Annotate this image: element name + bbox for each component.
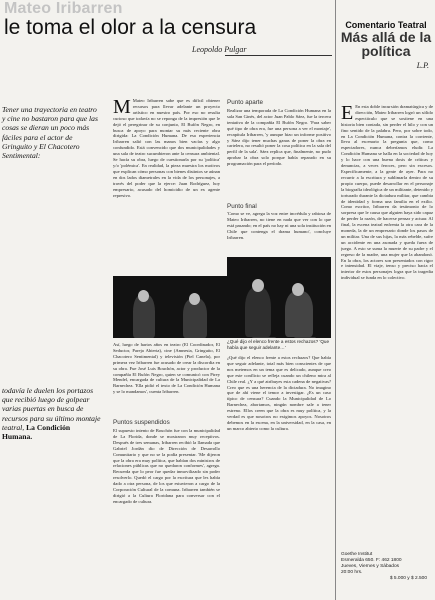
byline-rule	[225, 55, 332, 56]
show-info	[341, 552, 433, 582]
pull-quote-2-title: La Condición Humana.	[2, 422, 71, 442]
venue-address: Esmeralda 650. F: 462 1800	[341, 558, 402, 563]
drop-cap: M	[113, 98, 131, 118]
byline: Leopoldo Pulgar	[192, 45, 247, 54]
actor-face	[189, 293, 200, 305]
sidebar-author: L.P.	[416, 61, 429, 70]
review-drop-cap: E	[341, 104, 354, 124]
ticket-price: $ 5.000 y $ 2.500	[389, 576, 427, 581]
column-divider	[335, 0, 336, 600]
review-body-text: En esta doble incursión dramatúrgica y de dirección, Mateo Iribarren logró un sólido espectáculo que se sostiene en una historia bien contada, sin perder el hilo y con un fino sentido de la palabra. Pero, por sobre todo, en La Condición Humana, contra la corriente, lleva al escenario la pregunta que, como espectadores, nunca deberíamos eludir. La Condición Humana se halla en la sociedad de hoy y lo hace con una buena dosis de críticas y denuncias, a veces feroces, pero sin excesos. Específicamente, a la gente de ayer. Para no recurrir a la escritura y sublimarla dentro de su propio cuerpo, puede desarrollar en el personaje la biografía ideológica de un militante, detenido y torturado durante la dictadura militar, que cambia de identidad y forma una familia en el exilio. Como escritor, Iribarren da testimonio de lo sorpresa que le causa que alguien haya sido capaz de perder la razón, de hacerse pensar y actuar. Al final, la escena teatral enfrenta la otra cara de la moneda, la de un empresario donde los pasos de un militar. Una de sus hijas, la más rebelde, sufre un accidente en una asonada y queda fuera de juego. A esto se suma la muerte de su padre y el regreso de la madre, una mujer que la abandonó. En la obra, los actores son presentados con rigor e intensidad. El viaje, tenso y preciso hacia el interior de estos personajes logra que la tragedia individual se funda en lo colectivo.	[341, 104, 433, 281]
actor-face	[252, 279, 264, 292]
sidebar-title-line1: Más allá de la	[340, 29, 432, 45]
photo-caption: ¿Qué dijo el elenco frente a estos rechazos? 'Que había que seguir adelante…'	[227, 339, 329, 350]
sidebar-title-line2: política	[361, 43, 411, 59]
article-headline: le toma el olor a la censura	[4, 16, 257, 39]
article-column-a-text: Mateo Iribarren sabe que es difícil obtener recursos para llevar adelante un proyecto artístico en nuestro país. Por eso no resulta curioso que todavía no se reponga de la impresión que le dejó el peregrinar de su conjunto, El Bufón Negro, en busca de apoyo para montar su más reciente obra dirigida: La Condición Humana. De esa experiencia Iribarren salió con las manos bien vacías y algo confundido. Está convencido que dos municipalidades y una sala de teatro sucumbieron ante la censura ambiental. Se hacía su obra, luego de cuestionarla por su 'política' y/o 'polémica'. En realidad, la pieza muestra los motivos que explican cómo personas con bienes distintos se aúnan en dos lados diametrales en la vida de los personajes, a través del poder que la ejerce: Juan Rodríguez, hoy empresario, acusado del homicidio de un ex agente represivo.	[113, 98, 220, 198]
article-column-d: Realizar una temporada de La Condición Humana en la sala San Ginés, del actor Juan Pablo Sáez, fue la tercera tentativa de la compañía El Bufón Negro. 'Para saber qué tipo de obra era, fue una persona a ver el montaje', recapitula Iribarren, 'y aunque hizo un informe positivo y Sáez dijo tener muchas ganas de poner la obra en cartelera, no resultó poner la cosa política en la sala del perfil de la sala'. Sáez replica que, finalmente, no pudo aprobar la obra solo porque había reparado en su programación para el período.	[227, 108, 331, 167]
actor-face	[138, 290, 149, 302]
article-column-a	[113, 98, 220, 271]
pull-quote-1: Tener una trayectoria en teatro y cine no bastaron para que las cosas se dieran un poco más fáciles para el actor de Gringuito y El Chacotero Sentimental:	[2, 105, 98, 161]
show-days: Jueves, Viernes y Sábados	[341, 564, 400, 569]
venue-name: Goethe Institut	[341, 552, 373, 557]
article-kicker: Mateo Iribarren	[4, 0, 123, 17]
subhead-punto-aparte: Punto aparte	[227, 99, 264, 106]
article-column-c: El supuesto intento de Bouchón fue con la municipalidad de La Florida, donde se mostraron muy receptivos. Después de tres semanas, Iribarren recibió la llamada que Gabriel Jordán dio de Dirección de Desarrollo Comunitario y que no se la podía presentar. 'Me dijeron que la obra era muy política, que habían dos ministros de relaciones públicas que no quedaron conformes', agrega. Recuerda que lo peor fue quedar inmovilizado sin poder resolverlo. Quedó el cargo por la escritura que les había dado a otra persona, de los que estuvieron a cargo de la Corporación Cultural de la comuna. Iribarren también se dirigió a la Cultura Floridana para conversar con el encargado de cultura.	[113, 428, 220, 504]
subhead-punto-final: Punto final	[227, 203, 257, 210]
subhead-suspendidos: Puntos suspendidos	[113, 419, 170, 426]
actor-figure	[285, 291, 313, 337]
pull-quote-2	[2, 386, 102, 441]
sidebar-kicker: Comentario Teatral	[345, 20, 427, 30]
second-stage-photo	[227, 257, 331, 337]
article-column-b: Así, luego de hartos años en teatro (El Coordinador, El Seductor, Pareja Abierta), cine (Amnesia, Gringuito, El Chacotero Sentimental) y televisión (Piel Canela), por primera vez Iribarren fue acusado de crear la discordia en su obra. Fue José Luis Bouchón, actor y productor de la compañía El Bufón Negro, quien se comunicó con Pirey Mendel, encargada de cultura de la Municipalidad de La Barnechea. 'Ella pidió el texto de La Condición Humana y se lo mandamos', cuenta Iribarren.	[113, 342, 220, 395]
article-column-e: 'Como se ve, agrega la voz entre incrédula y rabiosa de Mateo Iribarren, no tiene en nada que ver con lo que está pasando; en el país no hay ni una sola institución en Chile que contenga el drama humano', concluye Iribarren.	[227, 211, 331, 240]
actor-figure	[245, 287, 271, 337]
review-body	[341, 104, 433, 544]
show-time: 20:00 hrs.	[341, 570, 363, 575]
sidebar-header	[339, 20, 433, 70]
pull-quote-2-text: todavía le duelen los portazos que recibió luego de golpear varias puertas en busca de recursos para su último montaje teatral,	[2, 386, 101, 432]
actor-face	[292, 283, 304, 296]
article-column-f: ¿Qué dijo el elenco frente a estos rechazos? Que había que seguir adelante, total más bien conscientes de que nos metemos en un tema que es delicado, aunque creo que este conflicto se refleja cuando un chileno mira al Chile real. ¿Y a qué atribuyes esta cadena de negativas? Creo que es una herencia de la dictadura. No imagino que de ahí viene el temor a investigar. ¿Es un caso típico de censura? Cuando la Municipalidad de Lo Barnechea, abortamos, ningún nombre sale a tener estreno. Ellos creen que la obra es muy política, y la verdad es que nosotros no exigimos apoyos. Nosotros debemos en la escena, en la universidad, en la casa, en un marco abierto como la cultura.	[227, 355, 331, 431]
